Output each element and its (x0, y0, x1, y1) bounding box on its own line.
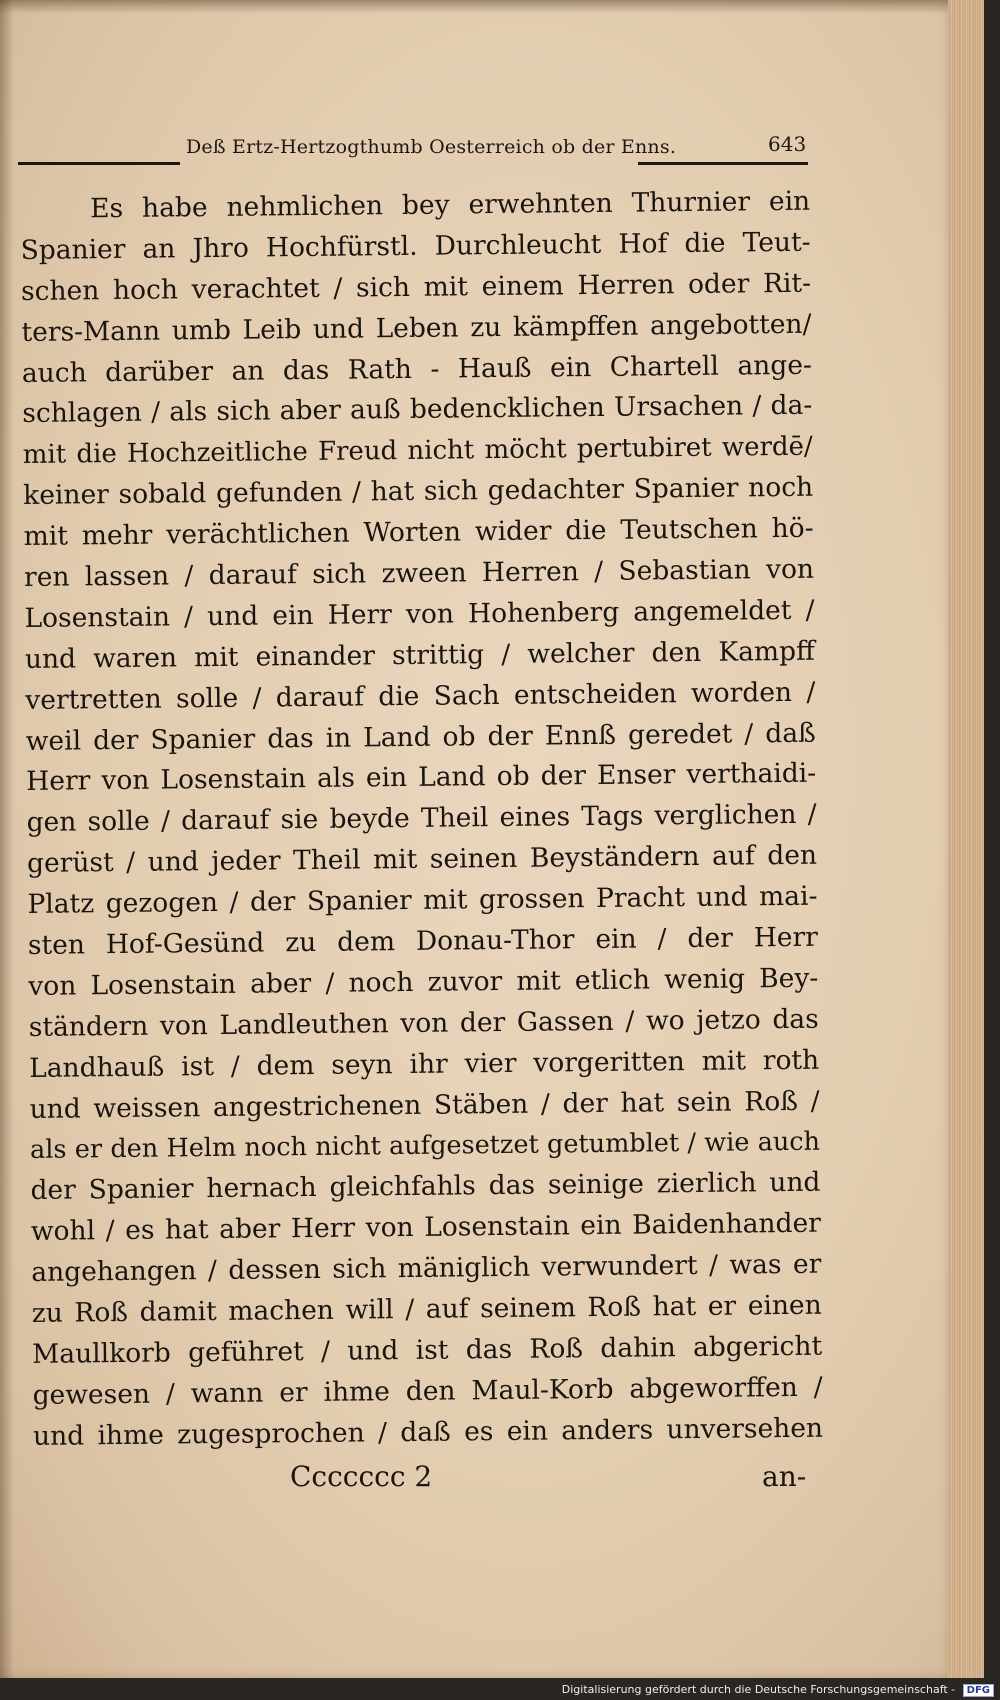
text-line: Platz gezogen / der Spanier mit grossen Pracht und mai- (27, 880, 818, 921)
text-line: weil der Spanier das in Land ob der Ennß geredet / daß (25, 717, 816, 757)
text-line: Spanier an Jhro Hochfürstl. Durchleucht Hof die Teut- (20, 226, 811, 266)
catchword: an- (762, 1460, 807, 1493)
body-text (20, 182, 823, 1458)
text-line: sten Hof-Gesünd zu dem Donau-Thor ein / der Herr (27, 921, 819, 961)
text-line: zu Roß damit machen will / auf seinem Roß hat er einen (31, 1289, 822, 1329)
text-line: wohl / es hat aber Herr von Losenstain ein Baidenhander (30, 1207, 822, 1248)
top-edge-shadow (0, 0, 955, 14)
text-line: mit die Hochzeitliche Freud nicht möcht pertubiret werdē/ (22, 432, 813, 471)
text-line: und ihme zugesprochen / daß es ein anders unversehen (32, 1412, 824, 1452)
text-line: Landhauß ist / dem seyn ihr vier vorgeritten mit roth (29, 1044, 820, 1084)
text-line: der Spanier hernach gleichfahls das seinige zierlich und (30, 1167, 821, 1207)
text-line: vertretten solle / darauf die Sach entscheiden worden / (25, 676, 816, 716)
running-head-title: Deß Ertz-Hertzogthumb Oesterreich ob der Enns. (186, 136, 677, 158)
signature-mark: Ccccccc 2 (290, 1460, 433, 1493)
digitization-credit (562, 1683, 994, 1697)
text-line: gen solle / darauf sie beyde Theil eines Tags verglichen / (26, 799, 817, 839)
gutter-shadow (0, 0, 14, 1678)
text-line: ständern von Landleuthen von der Gassen / wo jetzo das (28, 1003, 819, 1043)
text-line: ters-Mann umb Leib und Leben zu kämpffen angebotten/ (21, 308, 812, 348)
text-line: ren lassen / darauf sich zween Herren / Sebastian von (23, 553, 815, 593)
page-edges (948, 0, 984, 1678)
text-line: von Losenstain aber / noch zuvor mit etlich wenig Bey- (28, 962, 819, 1002)
page-number: 643 (768, 132, 807, 156)
head-rule-left (18, 162, 180, 165)
text-line: gewesen / wann er ihme den Maul-Korb abgeworffen / (32, 1371, 823, 1411)
text-line: Losenstain / und ein Herr von Hohenberg angemeldet / (24, 594, 815, 634)
text-line: als er den Helm noch nicht aufgesetzet getumblet / wie auch (29, 1127, 821, 1166)
text-line: und weissen angestrichenen Stäben / der hat sein Roß / (29, 1085, 820, 1125)
dfg-logo: DFG (963, 1684, 994, 1697)
digitization-credit-text: Digitalisierung gefördert durch die Deutsche Forschungsgemeinschaft - (561, 1683, 956, 1696)
text-line: schlagen / als sich aber auß bedencklichen Ursachen / da- (22, 390, 813, 430)
text-line: keiner sobald gefunden / hat sich gedachter Spanier noch (23, 471, 814, 512)
text-line: und waren mit einander strittig / welcher den Kampff (24, 635, 816, 675)
text-line: Herr von Losenstain als ein Land ob der Enser verthaidi- (26, 758, 817, 798)
text-line: mit mehr verächtlichen Worten wider die Teutschen hö- (23, 512, 814, 553)
text-line: gerüst / und jeder Theil mit seinen Beyständern auf den (26, 839, 818, 880)
text-line: schen hoch verachtet / sich mit einem Herren oder Rit- (20, 267, 812, 307)
text-line: Maullkorb geführet / und ist das Roß dahin abgericht (32, 1330, 823, 1370)
running-head (18, 128, 808, 168)
text-line: auch darüber an das Rath - Hauß ein Chartell ange- (21, 349, 813, 389)
text-line: angehangen / dessen sich mäniglich verwundert / was er (31, 1248, 822, 1289)
head-rule-right (638, 162, 808, 165)
text-line: Es habe nehmlichen bey erwehnten Thurnier ein (90, 185, 811, 225)
